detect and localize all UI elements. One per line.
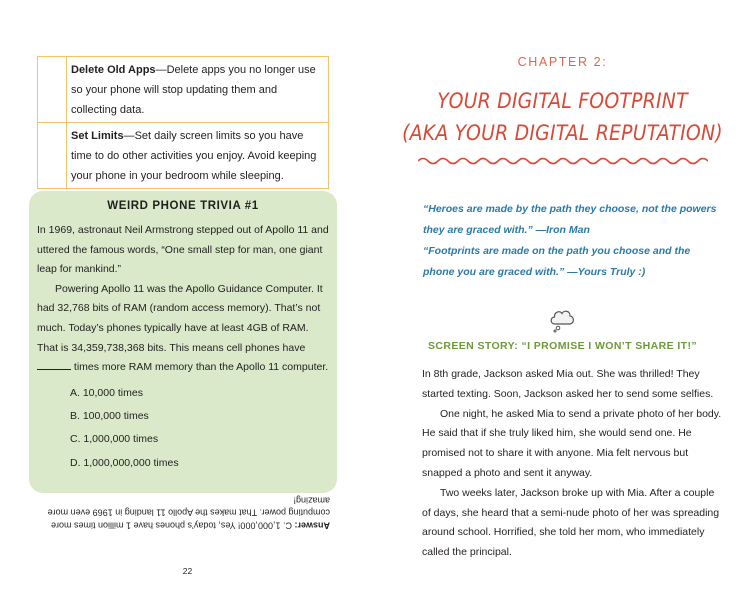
cloud-icon	[548, 305, 576, 333]
trivia-box	[29, 191, 337, 493]
tip-row	[38, 123, 329, 189]
trivia-paragraph	[37, 280, 329, 378]
story-body	[422, 365, 722, 563]
trivia-text: times more RAM memory than the Apollo 11 computer.	[73, 361, 329, 374]
trivia-option: C. 1,000,000 times	[70, 433, 159, 446]
tip-title: Set Limits	[71, 130, 124, 142]
page-number: 22	[182, 566, 193, 576]
chapter-title-line: YOUR DIGITAL FOOTPRINT	[437, 89, 688, 113]
chapter-title-line: (AKA YOUR DIGITAL REPUTATION)	[402, 121, 723, 145]
story-paragraph: In 8th grade, Jackson asked Mia out. She was thrilled! They started texting. Soon, Jackson asked her to send some selfies.	[422, 368, 714, 400]
wave-divider	[418, 156, 708, 166]
trivia-option: B. 100,000 times	[70, 410, 149, 423]
trivia-option: D. 1,000,000,000 times	[70, 456, 179, 469]
tips-table	[37, 56, 329, 189]
trivia-title: WEIRD PHONE TRIVIA #1	[107, 200, 259, 212]
trivia-paragraph: In 1969, astronaut Neil Armstrong stepped out of Apollo 11 and uttered the famous words, “One small step for man, one giant leap for mankind.”	[37, 224, 329, 276]
right-page	[375, 0, 750, 600]
tip-gutter	[38, 57, 67, 123]
tip-cell	[67, 123, 329, 189]
trivia-options	[37, 384, 329, 477]
answer-text: C. 1,000,000! Yes, today’s phones have 1 million times more computing power. That makes the Apollo 11 landing in 1969 even more amazing!	[47, 495, 330, 531]
tip-row	[38, 57, 329, 123]
story-paragraph: One night, he asked Mia to send a private photo of her body. He said that if she truly liked him, she would send one. He promised not to share it with anyone. Mia felt nervous but snapped a photo and sent it anyway.	[422, 407, 722, 479]
trivia-option: A. 10,000 times	[70, 386, 143, 399]
tip-text: —Set daily screen limits so you have time to do other activities you enjoy. Avoid keeping your phone in your bedroom while sleeping.	[71, 130, 317, 182]
chapter-label: CHAPTER 2:	[517, 55, 608, 69]
quote: “Footprints are made on the path you choose and the phone you are graced with.” —Yours Truly :)	[423, 245, 691, 278]
epigraph	[423, 199, 723, 283]
trivia-text: Powering Apollo 11 was the Apollo Guidance Computer. It had 32,768 bits of RAM (random access memory). That’s not much. Today’s phones typically have at least 4GB of RAM. That is 34,359,738,368 bits. This means cell phones have	[37, 282, 323, 354]
trivia-body	[37, 221, 329, 477]
tip-cell	[67, 57, 329, 123]
quote: “Heroes are made by the path they choose, not the powers they are graced with.” —Iron Man	[423, 203, 717, 236]
tip-gutter	[38, 123, 67, 189]
story-title: SCREEN STORY: “I PROMISE I WON’T SHARE IT!”	[427, 340, 698, 352]
upside-down-answer	[38, 494, 330, 532]
story-paragraph: Two weeks later, Jackson broke up with Mia. After a couple of days, she heard that a semi-nude photo of her was spreading around school. Horrified, she told her mom, who immediately called the principal.	[422, 486, 720, 559]
fill-in-blank	[37, 360, 71, 370]
answer-label: Answer:	[294, 520, 330, 531]
tip-text: —Delete apps you no longer use so your phone will stop updating them and collecting data.	[71, 64, 316, 116]
tip-title: Delete Old Apps	[71, 64, 156, 76]
chapter-title	[394, 85, 732, 149]
